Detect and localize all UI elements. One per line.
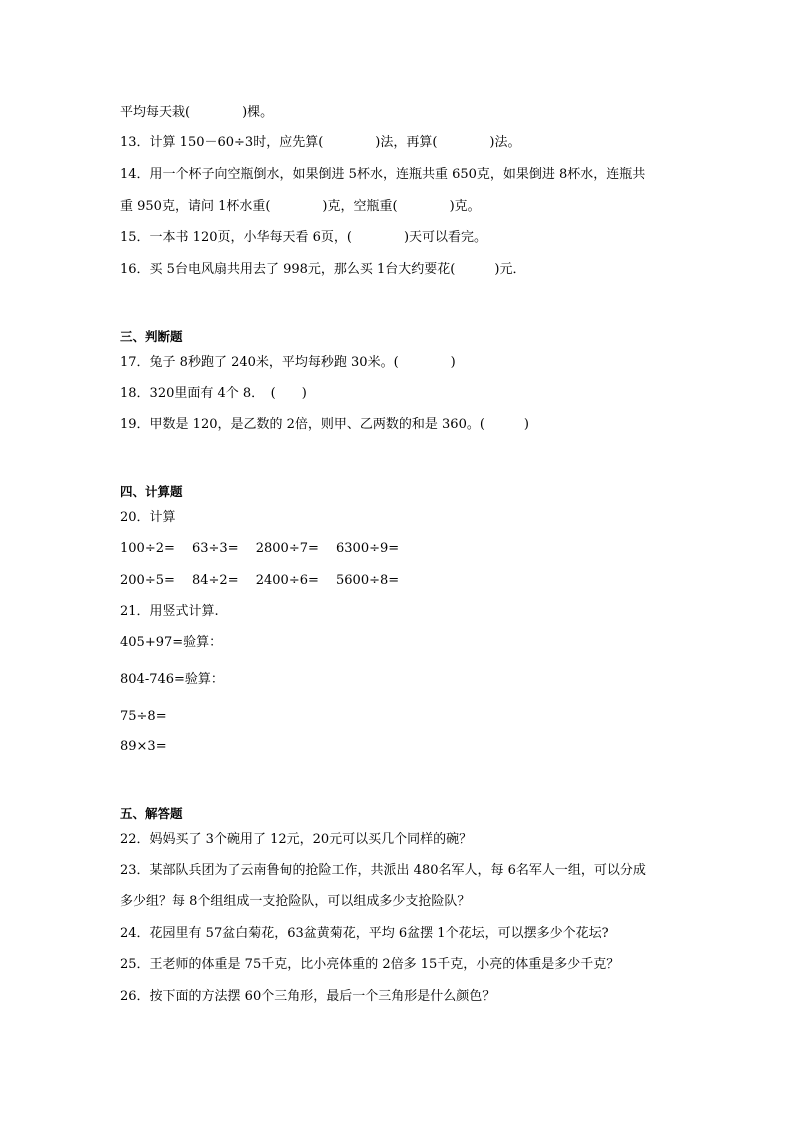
question-23-line1: 23．某部队兵团为了云南鲁甸的抢险工作，共派出 480名军人，每 6名军人一组，可以分成 — [120, 863, 646, 878]
calc-item-4: 89×3= — [120, 739, 167, 754]
question-14-line1: 14．用一个杯子向空瓶倒水，如果倒进 5杯水，连瓶共重 650克，如果倒进 8杯水，连瓶共 — [120, 167, 646, 182]
calc-item-2: 804-746=验算： — [120, 672, 224, 687]
section-4-heading: 四、计算题 — [120, 484, 183, 499]
calc-item-1: 405+97=验算： — [120, 635, 223, 650]
question-18: 18．320里面有 4个 8． ( ) — [120, 386, 307, 401]
question-14-line2: 重 950克，请问 1杯水重( )克，空瓶重( )克。 — [120, 199, 481, 214]
question-19: 19．甲数是 120，是乙数的 2倍，则甲、乙两数的和是 360。( ) — [120, 417, 529, 432]
question-20: 20．计算 — [120, 510, 176, 525]
question-15: 15．一本书 120页，小华每天看 6页，( )天可以看完。 — [120, 230, 488, 245]
question-24: 24．花园里有 57盆白菊花，63盆黄菊花，平均 6盆摆 1个花坛，可以摆多少个花坛? — [120, 926, 609, 941]
section-5-heading: 五、解答题 — [120, 806, 183, 821]
question-22: 22．妈妈买了 3个碗用了 12元，20元可以买几个同样的碗？ — [120, 832, 473, 847]
calc-row-1: 100÷2= 63÷3= 2800÷7= 6300÷9= — [120, 541, 400, 556]
question-25: 25．王老师的体重是 75千克，比小亮体重的 2倍多 15千克，小亮的体重是多少千克？ — [120, 957, 620, 972]
q12-continuation: 平均每天栽( )棵。 — [120, 105, 274, 120]
question-26: 26．按下面的方法摆 60个三角形，最后一个三角形是什么颜色？ — [120, 989, 496, 1004]
question-21: 21．用竖式计算. — [120, 604, 219, 619]
calc-item-3: 75÷8= — [120, 709, 167, 724]
question-17: 17．兔子 8秒跑了 240米，平均每秒跑 30米。( ) — [120, 355, 456, 370]
question-13: 13．计算 150－60÷3时，应先算( )法，再算( )法。 — [120, 135, 521, 150]
question-16: 16．买 5台电风扇共用去了 998元，那么买 1台大约要花( )元． — [120, 262, 526, 277]
calc-row-2: 200÷5= 84÷2= 2400÷6= 5600÷8= — [120, 573, 400, 588]
question-23-line2: 多少组？每 8个组组成一支抢险队，可以组成多少支抢险队？ — [120, 894, 471, 909]
section-3-heading: 三、判断题 — [120, 329, 183, 344]
